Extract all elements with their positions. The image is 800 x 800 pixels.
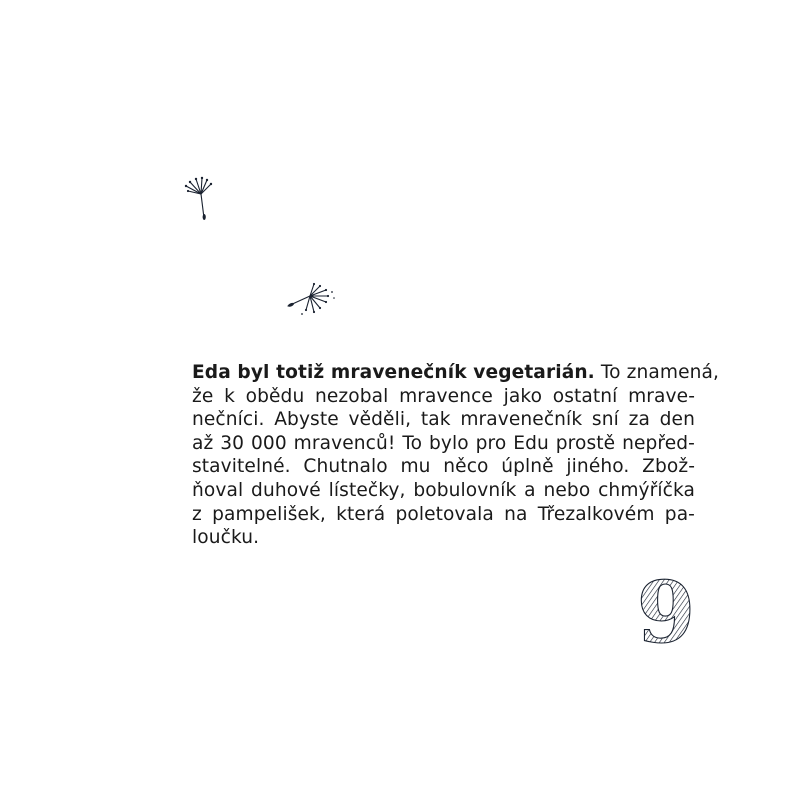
page-number (636, 563, 696, 662)
text-line: ňoval duhové lístečky, bobulovník a nebo chmýříčka (192, 479, 695, 501)
lead-sentence: Eda byl totiž mravenečník vegetarián. (192, 362, 595, 383)
text-line: nečníci. Abyste věděli, tak mravenečník sní za den (192, 409, 695, 431)
text-line: z pampelišek, která poletovala na Třezalkovém pa- (192, 503, 695, 525)
text-line: stavitelné. Chutnalo mu něco úplně jiného. Zbož- (192, 456, 695, 478)
dandelion-seed-icon (284, 276, 340, 324)
story-paragraph (192, 361, 720, 550)
dandelion-seed-icon (176, 172, 216, 224)
text-line (192, 361, 720, 385)
text-span: To znamená, (594, 362, 720, 383)
text-line: loučku. (192, 527, 260, 549)
text-line: až 30 000 mravenců! To bylo pro Edu prostě nepřed- (192, 432, 695, 454)
page-number-text: 9 (636, 563, 696, 662)
text-line: že k obědu nezobal mravence jako ostatní mrave- (192, 385, 695, 407)
